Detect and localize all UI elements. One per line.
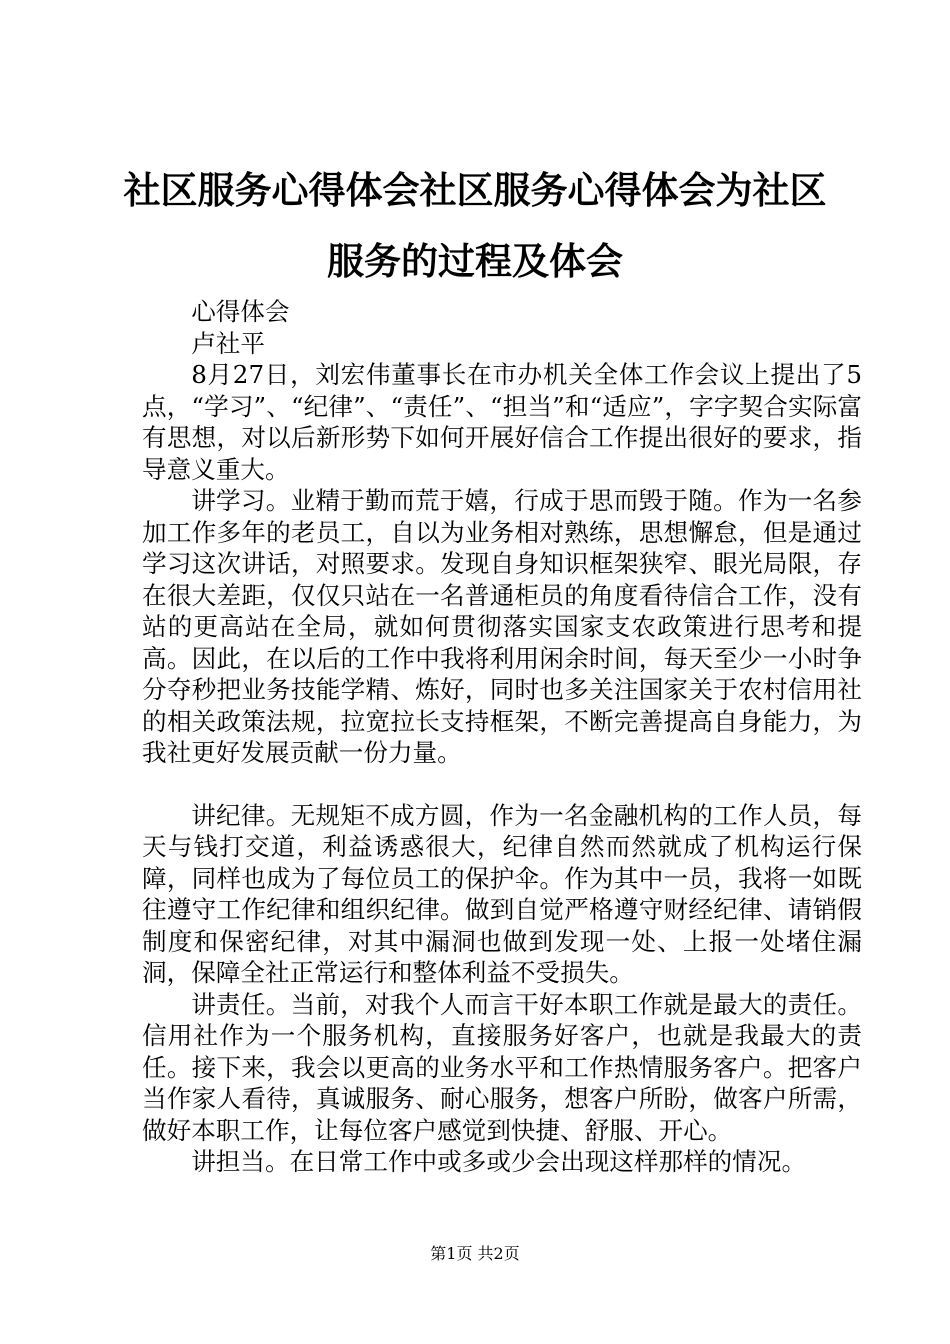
paragraph-intro: 8月27日，刘宏伟董事长在市办机关全体工作会议上提出了5点，“学习”、“纪律”、“责任”、“担当”和“适应”，字字契合实际富有思想，对以后新形势下如何开展好信合工作提出很好的要求，指导意义重大。 — [142, 360, 862, 484]
paragraph-author: 卢社平 — [191, 328, 265, 358]
page-number-footer: 第1页 共2页 — [430, 1244, 520, 1263]
paragraph-commitment: 讲担当。在日常工作中或多或少会出现这样那样的情况。 — [191, 1147, 807, 1176]
document-body — [142, 296, 862, 1178]
paragraph-discipline: 讲纪律。无规矩不成方圆，作为一名金融机构的工作人员，每天与钱打交道，利益诱惑很大，纪律自然而然就成了机构运行保障，同样也成为了每位员工的保护伞。作为其中一员，我将一如既往遵守工作纪律和组织纪律。做到自觉严格遵守财经纪律、请销假制度和保密纪律，对其中漏洞也做到发现一处、上报一处堵住漏洞，保障全社正常运行和整体利益不受损失。 — [142, 800, 862, 987]
paragraph-heading: 心得体会 — [191, 297, 290, 326]
paragraph-study: 讲学习。业精于勤而荒于嬉，行成于思而毁于随。作为一名参加工作多年的老员工，自以为业务相对熟练，思想懈怠，但是通过学习这次讲话，对照要求。发现自身知识框架狭窄、眼光局限，存在很大差距，仅仅只站在一名普通柜员的角度看待信合工作，没有站的更高站在全局，就如何贯彻落实国家支农政策进行思考和提高。因此，在以后的工作中我将利用闲余时间，每天至少一小时争分夺秒把业务技能学精、炼好，同时也多关注国家关于农村信用社的相关政策法规，拉宽拉长支持框架，不断完善提高自身能力，为我社更好发展贡献一份力量。 — [142, 486, 862, 767]
document-title: 社区服务心得体会社区服务心得体会为社区服务的过程及体会 — [123, 168, 827, 283]
paragraph-responsibility: 讲责任。当前，对我个人而言干好本职工作就是最大的责任。信用社作为一个服务机构，直接服务好客户，也就是我最大的责任。接下来，我会以更高的业务水平和工作热情服务客户。把客户当作家人看待，真诚服务、耐心服务，想客户所盼，做客户所需，做好本职工作，让每位客户感觉到快捷、舒服、开心。 — [142, 989, 862, 1145]
